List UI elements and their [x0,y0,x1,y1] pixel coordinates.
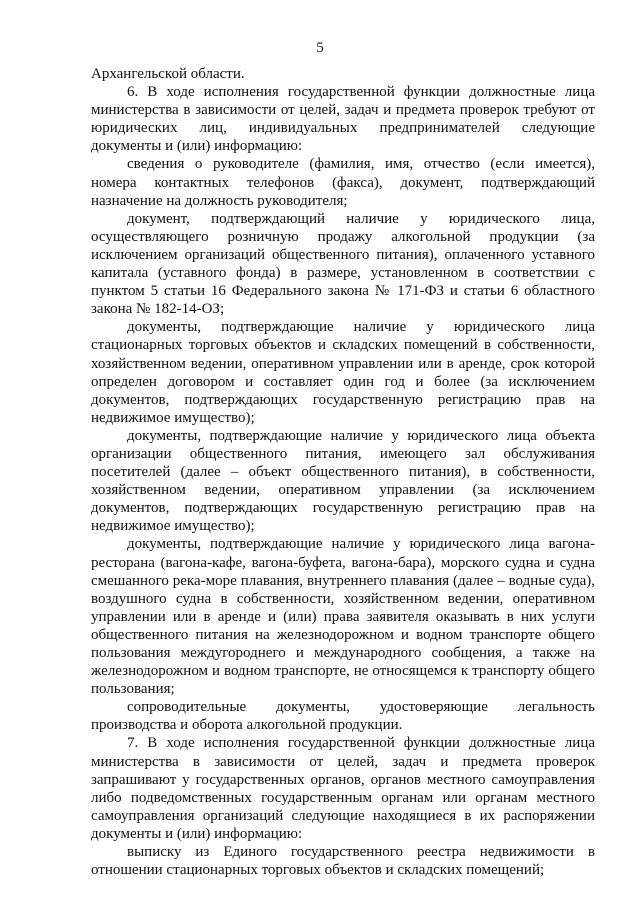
paragraph-transport-catering: документы, подтверждающие наличие у юридического лица вагона-ресторана (вагона-кафе, вагона-буфета, вагона-бара), морского судна и судна смешанного река-море плавания, внутреннего плавания (далее – водные суда), воздушного судна в собственности, хозяйственном ведении, оперативном управлении или в аренде и (или) права заявителя оказывать в них услуги общественного питания на железнодорожном и водном транспорте общего пользования междугороднего и международного сообщения, а также на железнодорожном и водном транспорте, не относящемся к транспорту общего пользования; [91,536,595,698]
paragraph-item-6: 6. В ходе исполнения государственной функции должностные лица министерства в зависимости от целей, задач и предмета проверок требуют от юридических лиц, индивидуальных предпринимателей следующие документы и (или) информацию: [91,84,595,155]
paragraph-item-7: 7. В ходе исполнения государственной функции должностные лица министерства в зависимости от целей, задач и предмета проверок запрашивают у государственных органов, органов местного самоуправления либо подведомственных государственным органам или органам местного самоуправления организаций следующие находящиеся в их распоряжении документы и (или) информацию: [91,735,595,842]
page-number: 5 [316,40,324,56]
paragraph-authorized-capital: документ, подтверждающий наличие у юридического лица, осуществляющего розничную продажу алкогольной продукции (за исключением организаций общественного питания), оплаченного уставного капитала (уставного фонда) в размере, установленном в соответствии с пунктом 5 статьи 16 Федерального закона № 171-ФЗ и статьи 6 областного закона № 182-14-ОЗ; [91,210,595,318]
paragraph-catering-object: документы, подтверждающие наличие у юридического лица объекта организации общественного питания, имеющего зал обслуживания посетителей (далее – объект общественного питания), в собственности, хозяйственном ведении, оперативном управлении (за исключением документов, подтверждающих государственную регистрацию прав на недвижимое имущество); [91,427,595,535]
paragraph-registry-extract: выписку из Единого государственного реестра недвижимости в отношении стационарных торговых объектов и складских помещений; [91,844,595,879]
paragraph-stationary-objects: документы, подтверждающие наличие у юридического лица стационарных торговых объектов и складских помещений в собственности, хозяйственном ведении, оперативном управлении или в аренде, срок которой определен договором и составляет один год и более (за исключением документов, подтверждающих государственную регистрацию прав на недвижимое имущество); [91,319,595,426]
paragraph-region-continuation: Архангельской области. [91,66,245,82]
paragraph-manager-info: сведения о руководителе (фамилия, имя, отчество (если имеется), номера контактных телефонов (факса), документ, подтверждающий назначение на должность руководителя; [91,156,595,209]
paragraph-accompanying-docs: сопроводительные документы, удостоверяющие легальность производства и оборота алкогольной продукции. [91,699,595,734]
document-body [91,65,595,879]
